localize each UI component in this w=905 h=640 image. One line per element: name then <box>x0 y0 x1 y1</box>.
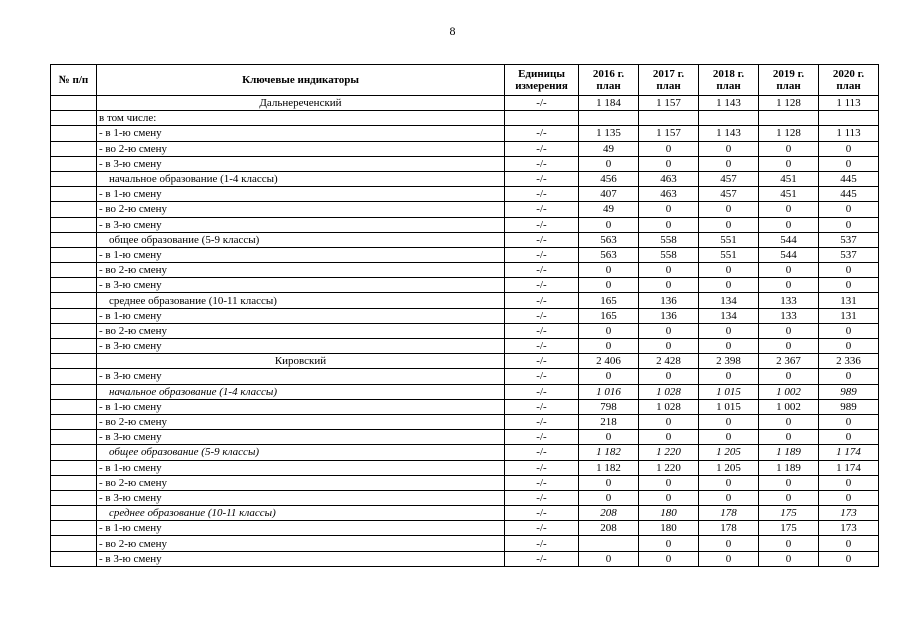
value-cell <box>639 111 699 126</box>
value-cell: 0 <box>639 278 699 293</box>
indicator-label: - в 3-ю смену <box>97 339 505 354</box>
value-cell: 1 113 <box>819 96 879 111</box>
row-number-cell <box>51 126 97 141</box>
unit-cell: -/- <box>505 490 579 505</box>
row-number-cell <box>51 323 97 338</box>
value-cell: 551 <box>699 232 759 247</box>
table-row <box>51 414 879 429</box>
table-row <box>51 263 879 278</box>
table-row <box>51 339 879 354</box>
value-cell: 208 <box>579 506 639 521</box>
value-cell: 0 <box>759 430 819 445</box>
value-cell: 0 <box>819 217 879 232</box>
value-cell: 0 <box>699 156 759 171</box>
row-number-cell <box>51 369 97 384</box>
indicator-label: - во 2-ю смену <box>97 536 505 551</box>
table-row <box>51 536 879 551</box>
value-cell: 2 406 <box>579 354 639 369</box>
table-row <box>51 202 879 217</box>
row-number-cell <box>51 490 97 505</box>
value-cell: 1 128 <box>759 126 819 141</box>
table-row <box>51 293 879 308</box>
value-cell: 2 398 <box>699 354 759 369</box>
value-cell: 1 028 <box>639 399 699 414</box>
value-cell: 0 <box>759 156 819 171</box>
unit-cell: -/- <box>505 263 579 278</box>
value-cell: 1 174 <box>819 460 879 475</box>
unit-cell: -/- <box>505 126 579 141</box>
value-cell: 0 <box>819 141 879 156</box>
value-cell: 1 182 <box>579 445 639 460</box>
value-cell: 0 <box>759 414 819 429</box>
value-cell: 0 <box>699 202 759 217</box>
value-cell: 0 <box>639 490 699 505</box>
value-cell: 180 <box>639 506 699 521</box>
value-cell: 133 <box>759 293 819 308</box>
value-cell: 0 <box>759 551 819 566</box>
value-cell: 0 <box>639 202 699 217</box>
value-cell: 1 157 <box>639 96 699 111</box>
value-cell: 0 <box>579 323 639 338</box>
row-number-cell <box>51 247 97 262</box>
row-number-cell <box>51 384 97 399</box>
value-cell: 407 <box>579 187 639 202</box>
value-cell: 2 336 <box>819 354 879 369</box>
value-cell: 165 <box>579 308 639 323</box>
table-row <box>51 384 879 399</box>
table-row <box>51 187 879 202</box>
unit-cell: -/- <box>505 141 579 156</box>
value-cell: 0 <box>699 278 759 293</box>
unit-cell: -/- <box>505 278 579 293</box>
value-cell: 1 157 <box>639 126 699 141</box>
value-cell: 0 <box>819 323 879 338</box>
value-cell: 558 <box>639 247 699 262</box>
value-cell: 445 <box>819 171 879 186</box>
value-cell: 0 <box>759 369 819 384</box>
unit-cell: -/- <box>505 506 579 521</box>
table-row <box>51 308 879 323</box>
table-row <box>51 369 879 384</box>
unit-cell: -/- <box>505 536 579 551</box>
header-year: 2018 г. план <box>699 65 759 96</box>
row-number-cell <box>51 414 97 429</box>
unit-cell: -/- <box>505 293 579 308</box>
header-year: 2019 г. план <box>759 65 819 96</box>
indicator-label: - в 3-ю смену <box>97 551 505 566</box>
row-number-cell <box>51 202 97 217</box>
unit-cell: -/- <box>505 308 579 323</box>
indicator-label: среднее образование (10-11 классы) <box>97 506 505 521</box>
unit-cell: -/- <box>505 247 579 262</box>
value-cell: 451 <box>759 171 819 186</box>
value-cell: 445 <box>819 187 879 202</box>
value-cell <box>579 111 639 126</box>
value-cell: 0 <box>699 536 759 551</box>
value-cell: 0 <box>699 414 759 429</box>
value-cell: 2 428 <box>639 354 699 369</box>
unit-cell: -/- <box>505 232 579 247</box>
row-number-cell <box>51 430 97 445</box>
indicator-label: - в 1-ю смену <box>97 521 505 536</box>
value-cell: 0 <box>819 263 879 278</box>
value-cell: 131 <box>819 293 879 308</box>
indicator-label: - в 3-ю смену <box>97 490 505 505</box>
row-number-cell <box>51 339 97 354</box>
value-cell: 0 <box>579 217 639 232</box>
value-cell: 0 <box>699 551 759 566</box>
value-cell: 451 <box>759 187 819 202</box>
value-cell: 175 <box>759 506 819 521</box>
indicator-label: - в 1-ю смену <box>97 187 505 202</box>
indicator-label: - во 2-ю смену <box>97 263 505 278</box>
value-cell: 0 <box>819 369 879 384</box>
value-cell: 0 <box>639 141 699 156</box>
indicator-label: - в 3-ю смену <box>97 369 505 384</box>
value-cell: 0 <box>819 339 879 354</box>
indicator-label: Дальнереченский <box>97 96 505 111</box>
value-cell: 49 <box>579 141 639 156</box>
row-number-cell <box>51 399 97 414</box>
row-number-cell <box>51 551 97 566</box>
table-row <box>51 521 879 536</box>
value-cell: 1 220 <box>639 445 699 460</box>
indicators-table <box>50 64 879 567</box>
header-year: 2016 г. план <box>579 65 639 96</box>
row-number-cell <box>51 217 97 232</box>
row-number-cell <box>51 111 97 126</box>
value-cell: 0 <box>699 217 759 232</box>
value-cell: 0 <box>759 202 819 217</box>
value-cell: 0 <box>579 551 639 566</box>
value-cell: 0 <box>639 551 699 566</box>
value-cell: 0 <box>579 339 639 354</box>
value-cell: 1 174 <box>819 445 879 460</box>
indicator-label: в том числе: <box>97 111 505 126</box>
value-cell: 0 <box>819 202 879 217</box>
value-cell: 1 143 <box>699 126 759 141</box>
indicator-label: - в 1-ю смену <box>97 399 505 414</box>
value-cell: 0 <box>579 490 639 505</box>
indicator-label: - во 2-ю смену <box>97 323 505 338</box>
value-cell: 218 <box>579 414 639 429</box>
value-cell: 0 <box>579 430 639 445</box>
row-number-cell <box>51 278 97 293</box>
value-cell <box>579 536 639 551</box>
value-cell: 0 <box>699 263 759 278</box>
row-number-cell <box>51 187 97 202</box>
unit-cell: -/- <box>505 475 579 490</box>
unit-cell: -/- <box>505 430 579 445</box>
value-cell: 0 <box>699 475 759 490</box>
value-cell: 1 189 <box>759 445 819 460</box>
value-cell: 1 128 <box>759 96 819 111</box>
value-cell: 134 <box>699 293 759 308</box>
indicator-label: - во 2-ю смену <box>97 141 505 156</box>
row-number-cell <box>51 96 97 111</box>
value-cell: 0 <box>699 490 759 505</box>
table-row <box>51 156 879 171</box>
value-cell: 558 <box>639 232 699 247</box>
value-cell: 1 015 <box>699 399 759 414</box>
value-cell: 563 <box>579 247 639 262</box>
value-cell: 0 <box>819 551 879 566</box>
value-cell: 989 <box>819 384 879 399</box>
value-cell: 0 <box>639 369 699 384</box>
value-cell: 1 002 <box>759 399 819 414</box>
value-cell: 0 <box>639 475 699 490</box>
value-cell: 1 002 <box>759 384 819 399</box>
value-cell: 0 <box>639 217 699 232</box>
page-number: 8 <box>449 24 456 38</box>
value-cell: 1 220 <box>639 460 699 475</box>
value-cell: 0 <box>819 430 879 445</box>
value-cell: 165 <box>579 293 639 308</box>
table-row <box>51 551 879 566</box>
value-cell: 457 <box>699 171 759 186</box>
value-cell: 1 143 <box>699 96 759 111</box>
value-cell: 0 <box>699 369 759 384</box>
value-cell: 0 <box>579 156 639 171</box>
unit-cell: -/- <box>505 171 579 186</box>
value-cell: 0 <box>639 263 699 278</box>
value-cell <box>759 111 819 126</box>
table-row <box>51 323 879 338</box>
row-number-cell <box>51 475 97 490</box>
row-number-cell <box>51 156 97 171</box>
header-indicator: Ключевые индикаторы <box>97 65 505 96</box>
indicator-label: - в 3-ю смену <box>97 430 505 445</box>
unit-cell: -/- <box>505 217 579 232</box>
unit-cell: -/- <box>505 187 579 202</box>
value-cell: 0 <box>639 414 699 429</box>
value-cell: 1 184 <box>579 96 639 111</box>
row-number-cell <box>51 308 97 323</box>
value-cell: 0 <box>639 156 699 171</box>
table-row <box>51 506 879 521</box>
value-cell: 0 <box>759 263 819 278</box>
value-cell: 0 <box>759 490 819 505</box>
unit-cell: -/- <box>505 96 579 111</box>
value-cell: 178 <box>699 506 759 521</box>
unit-cell: -/- <box>505 369 579 384</box>
value-cell: 0 <box>699 430 759 445</box>
value-cell: 0 <box>699 141 759 156</box>
value-cell: 0 <box>579 263 639 278</box>
indicator-label: - в 1-ю смену <box>97 308 505 323</box>
row-number-cell <box>51 506 97 521</box>
value-cell: 173 <box>819 506 879 521</box>
indicator-label: - в 3-ю смену <box>97 278 505 293</box>
value-cell: 989 <box>819 399 879 414</box>
value-cell: 133 <box>759 308 819 323</box>
value-cell: 0 <box>819 475 879 490</box>
indicator-label: общее образование (5-9 классы) <box>97 445 505 460</box>
unit-cell: -/- <box>505 354 579 369</box>
value-cell: 457 <box>699 187 759 202</box>
indicator-label: - в 3-ю смену <box>97 156 505 171</box>
value-cell: 0 <box>759 323 819 338</box>
value-cell: 0 <box>819 490 879 505</box>
value-cell: 2 367 <box>759 354 819 369</box>
row-number-cell <box>51 293 97 308</box>
unit-cell: -/- <box>505 521 579 536</box>
header-row <box>51 65 879 96</box>
table-row <box>51 490 879 505</box>
indicator-label: - в 1-ю смену <box>97 247 505 262</box>
value-cell: 0 <box>819 414 879 429</box>
table-row <box>51 232 879 247</box>
table-row <box>51 171 879 186</box>
table-row <box>51 141 879 156</box>
unit-cell: -/- <box>505 202 579 217</box>
indicator-label: - в 3-ю смену <box>97 217 505 232</box>
unit-cell: -/- <box>505 399 579 414</box>
unit-cell <box>505 111 579 126</box>
value-cell: 798 <box>579 399 639 414</box>
table-row <box>51 126 879 141</box>
value-cell: 134 <box>699 308 759 323</box>
header-year: 2020 г. план <box>819 65 879 96</box>
indicator-label: - в 1-ю смену <box>97 460 505 475</box>
value-cell: 544 <box>759 247 819 262</box>
unit-cell: -/- <box>505 323 579 338</box>
value-cell: 456 <box>579 171 639 186</box>
value-cell: 136 <box>639 308 699 323</box>
value-cell: 537 <box>819 247 879 262</box>
value-cell: 0 <box>639 430 699 445</box>
value-cell: 1 189 <box>759 460 819 475</box>
value-cell: 1 016 <box>579 384 639 399</box>
indicator-label: общее образование (5-9 классы) <box>97 232 505 247</box>
value-cell: 463 <box>639 187 699 202</box>
unit-cell: -/- <box>505 460 579 475</box>
unit-cell: -/- <box>505 156 579 171</box>
table-body <box>51 96 879 567</box>
value-cell: 0 <box>579 369 639 384</box>
value-cell: 1 113 <box>819 126 879 141</box>
value-cell: 0 <box>639 339 699 354</box>
row-number-cell <box>51 263 97 278</box>
row-number-cell <box>51 141 97 156</box>
value-cell: 537 <box>819 232 879 247</box>
value-cell: 0 <box>579 278 639 293</box>
value-cell: 0 <box>699 323 759 338</box>
value-cell: 463 <box>639 171 699 186</box>
value-cell: 0 <box>699 339 759 354</box>
table-row <box>51 278 879 293</box>
value-cell: 0 <box>639 323 699 338</box>
value-cell: 173 <box>819 521 879 536</box>
indicator-label: - в 1-ю смену <box>97 126 505 141</box>
table-row <box>51 96 879 111</box>
row-number-cell <box>51 232 97 247</box>
value-cell: 178 <box>699 521 759 536</box>
value-cell: 0 <box>759 141 819 156</box>
row-number-cell <box>51 171 97 186</box>
value-cell: 131 <box>819 308 879 323</box>
value-cell <box>699 111 759 126</box>
value-cell: 0 <box>819 536 879 551</box>
table-row <box>51 217 879 232</box>
header-unit: Единицы измерения <box>505 65 579 96</box>
value-cell: 563 <box>579 232 639 247</box>
row-number-cell <box>51 536 97 551</box>
value-cell: 0 <box>819 156 879 171</box>
value-cell: 136 <box>639 293 699 308</box>
header-year: 2017 г. план <box>639 65 699 96</box>
row-number-cell <box>51 354 97 369</box>
value-cell: 544 <box>759 232 819 247</box>
value-cell: 49 <box>579 202 639 217</box>
value-cell: 1 205 <box>699 460 759 475</box>
indicator-label: - во 2-ю смену <box>97 202 505 217</box>
value-cell: 175 <box>759 521 819 536</box>
value-cell: 551 <box>699 247 759 262</box>
value-cell: 208 <box>579 521 639 536</box>
value-cell: 1 205 <box>699 445 759 460</box>
table-row <box>51 430 879 445</box>
table-row <box>51 460 879 475</box>
unit-cell: -/- <box>505 414 579 429</box>
value-cell: 180 <box>639 521 699 536</box>
value-cell: 0 <box>759 278 819 293</box>
value-cell: 0 <box>639 536 699 551</box>
value-cell: 0 <box>819 278 879 293</box>
value-cell: 0 <box>759 475 819 490</box>
value-cell <box>819 111 879 126</box>
row-number-cell <box>51 460 97 475</box>
value-cell: 0 <box>579 475 639 490</box>
indicator-label: среднее образование (10-11 классы) <box>97 293 505 308</box>
table-row <box>51 399 879 414</box>
indicator-label: - во 2-ю смену <box>97 414 505 429</box>
table-row <box>51 111 879 126</box>
indicator-label: Кировский <box>97 354 505 369</box>
indicator-label: начальное образование (1-4 классы) <box>97 171 505 186</box>
value-cell: 1 182 <box>579 460 639 475</box>
value-cell: 0 <box>759 217 819 232</box>
unit-cell: -/- <box>505 445 579 460</box>
table-row <box>51 475 879 490</box>
indicator-label: начальное образование (1-4 классы) <box>97 384 505 399</box>
value-cell: 1 015 <box>699 384 759 399</box>
unit-cell: -/- <box>505 551 579 566</box>
table-row <box>51 354 879 369</box>
value-cell: 1 135 <box>579 126 639 141</box>
unit-cell: -/- <box>505 339 579 354</box>
row-number-cell <box>51 445 97 460</box>
value-cell: 0 <box>759 536 819 551</box>
indicator-label: - во 2-ю смену <box>97 475 505 490</box>
header-num: № п/п <box>51 65 97 96</box>
unit-cell: -/- <box>505 384 579 399</box>
row-number-cell <box>51 521 97 536</box>
table-row <box>51 445 879 460</box>
value-cell: 1 028 <box>639 384 699 399</box>
table-row <box>51 247 879 262</box>
value-cell: 0 <box>759 339 819 354</box>
